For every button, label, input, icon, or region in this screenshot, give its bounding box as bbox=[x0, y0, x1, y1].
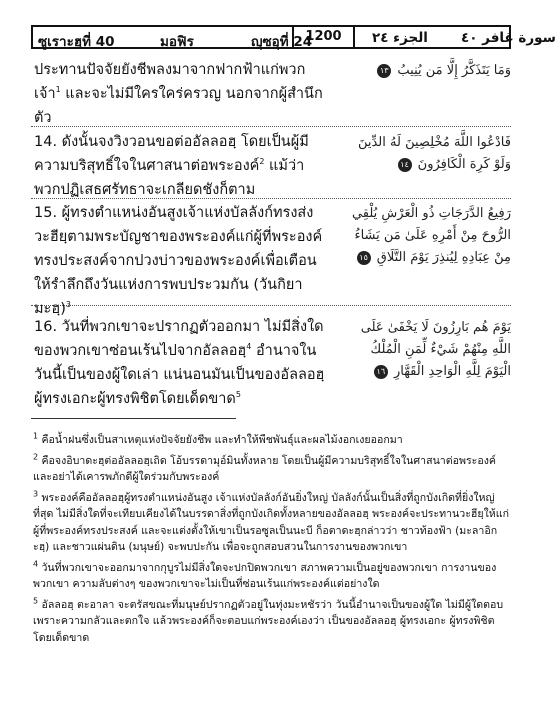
footnote: $^3$ พระองค์คืออัลลอฮฺผู้ทรงตำแหน่งอันสูง เจ้าแห่งบัลลังก์อันยิ่งใหญ่ บัลลังก์นั้นเป็นสิ่งที่ถูกบังเกิดที่ยิ่งใหญ่ที่สุด ไม่มีสิ่งใดที่จะเทียบเคียงได้ในบรรดาสิ่งที่ถูกบังเกิดทั้งหลายของอัลลอฮฺ พระองค์จะประทานวะฮียฺให้แก่ผู้ที่พระองค์ทรงประสงค์ และจะแต่งตั้งให้เขาเป็นรอซูลเป็นนะบี ก็อตาดะฮฺกล่าวว่า ชาวท้องฟ้า (มะลาอิกะฮฺ) และชาวแผ่นดิน (มนุษย์) จะพบปะกัน เพื่อจะถูกสอบสวนในการงานของพวกเขา bbox=[33, 488, 509, 553]
ayah-number-marker: ١٣ bbox=[377, 64, 391, 78]
footnote-ref: 1 bbox=[55, 85, 61, 95]
footnote-ref: 4 bbox=[246, 342, 252, 352]
verse-arabic-text: يَوْمَ هُم بَارِزُونَ لَا يَخْفَىٰ عَلَى اللَّهِ مِنْهُمْ شَيْءٌ لِّمَنِ الْمُلْكُ الْيَوْمَ لِلَّهِ الْوَاحِدِ الْقَهَّارِ ١٦ bbox=[360, 320, 511, 379]
verse-thai-translation: 14. ดังนั้นจงวิงวอนขอต่ออัลลอฮฺ โดยเป็นผู้มีความบริสุทธิ์ใจในศาสนาต่อพระองค์$^2$ แม้ว่าพวกปฏิเสธศรัทธาจะเกลียดชังก็ตาม bbox=[34, 134, 309, 198]
verse-arabic-text: رَفِيعُ الدَّرَجَاتِ ذُو الْعَرْشِ يُلْقِي الرُّوحَ مِنْ أَمْرِهِ عَلَىٰ مَن يَشَاءُ مِنْ عِبَادِهِ لِيُنذِرَ يَوْمَ التَّلَاقِ ١٥ bbox=[351, 206, 511, 265]
surah-arabic: سورة غافر ٤٠ bbox=[461, 30, 556, 46]
page-header bbox=[31, 25, 556, 50]
juz-arabic: الجزء ٢٤ bbox=[372, 30, 428, 46]
footnote: $^4$ วันที่พวกเขาจะออกมาจากกุบูรไม่มีสิ่งใดจะปกปิดพวกเขา สภาพความเป็นอยู่ของพวกเขา การงานของพวกเขา ความลับต่างๆ ของพวกเขาจะไม่เป็นที่ซ่อนเร้นแก่พระองค์แต่อย่างใด bbox=[33, 558, 497, 590]
footnote-ref: 3 bbox=[65, 300, 71, 310]
footnote-ref: 5 bbox=[235, 390, 241, 400]
ayah-number-marker: ١٤ bbox=[398, 158, 412, 172]
verse-row bbox=[31, 315, 511, 411]
juz-number-thai: ญุซอุที่ 24 bbox=[251, 34, 313, 50]
verse-row bbox=[31, 201, 511, 317]
surah-number-thai: ซูเราะฮฺที่ 40 bbox=[38, 34, 115, 50]
ayah-number-marker: ١٦ bbox=[374, 365, 388, 379]
verse-thai-translation: 15. ผู้ทรงตำแหน่งอันสูงเจ้าแห่งบัลลังก์ทรงส่งวะฮียฺตามพระบัญชาของพระองค์แก่ผู้ที่พระองค์ทรงประสงค์จากปวงบ่าวของพระองค์เพื่อเตือนให้รำลึกถึงวันแห่งการพบประวมกัน (วันกิยามะฮฺ)$^3$ bbox=[34, 205, 323, 317]
ayah-number-marker: ١٥ bbox=[357, 251, 371, 265]
footnote: $^1$ คือน้ำฝนซึ่งเป็นสาเหตุแห่งปัจจัยยังชีพ และทำให้พืชพันธุ์และผลไม้งอกเงยออกมา bbox=[33, 431, 403, 446]
footnote: $^5$ อัลลอฮฺ ตะอาลา จะตรัสขณะที่มนุษย์ปรากฏตัวอยู่ในทุ่งมะหชัรว่า วันนี้อำนาจเป็นของผู้ใด ไม่มีผู้ใดตอบเพราะความกลัวและตกใจ แล้วพระองค์ก็จะตอบแก่พระองค์เองว่า เป็นของอัลลอฮฺ ผู้ทรงเอกะ ผู้ทรงพิชิตโดยเด็ดขาด bbox=[33, 595, 504, 644]
surah-name-thai: มอฟิร bbox=[160, 34, 194, 50]
footnote-ref: 2 bbox=[259, 157, 265, 167]
verse-row bbox=[31, 58, 511, 126]
footnote-divider bbox=[31, 418, 236, 419]
footnotes bbox=[33, 432, 513, 650]
verse-row bbox=[31, 130, 511, 198]
verse-arabic-text: فَادْعُوا اللَّهَ مُخْلِصِينَ لَهُ الدِّينَ وَلَوْ كَرِهَ الْكَافِرُونَ ١٤ bbox=[357, 135, 511, 172]
page-number: 1200 bbox=[292, 25, 355, 49]
verse-arabic-text: وَمَا يَتَذَكَّرُ إِلَّا مَن يُنِيبُ ١٣ bbox=[343, 60, 511, 82]
footnote: $^2$ คือจงอิบาดะฮฺต่ออัลลอฮฺเถิด โอ้บรรดามุอ์มินทั้งหลาย โดยเป็นผู้มีความบริสุทธิ์ใจในศาสนาต่อพระองค์ และอย่าได้เคารพภักดีผู้ใดร่วมกับพระองค์ bbox=[33, 451, 496, 483]
verse-thai-translation: 16. วันที่พวกเขาจะปรากฏตัวออกมา ไม่มีสิ่งใดของพวกเขาซ่อนเร้นไปจากอัลลอฮฺ$^4$ อำนาจในวันนี้เป็นของผู้ใดเล่า แน่นอนมันเป็นของอัลลอฮฺ ผู้ทรงเอกะผู้ทรงพิชิตโดยเด็ดขาด$^5$ bbox=[34, 319, 325, 407]
verse-thai-translation: ประทานปัจจัยยังชีพลงมาจากฟากฟ้าแก่พวกเจ้า$^1$ และจะไม่มีใครใคร่ครวญ นอกจากผู้สำนึกตัว bbox=[34, 62, 323, 126]
